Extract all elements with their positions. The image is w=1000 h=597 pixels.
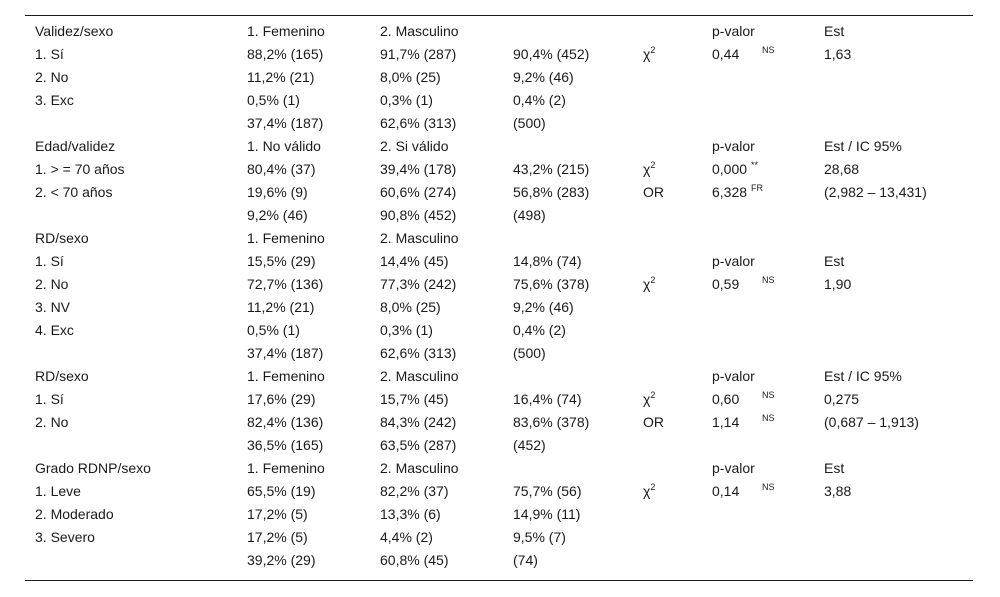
table-row — [0, 344, 1000, 367]
table-row — [0, 436, 1000, 459]
cell-row-label: Edad/validez — [35, 138, 116, 154]
cell-estimate: 0,275 — [824, 391, 860, 407]
p-value-text: p-valor — [712, 23, 755, 39]
cell-col-1: 0,5% (1) — [247, 322, 300, 338]
test-label: χ — [643, 161, 651, 177]
cell-p-value — [712, 114, 762, 132]
superscript: 2 — [650, 160, 656, 170]
cell-p-value — [712, 22, 759, 40]
table-row — [0, 321, 1000, 344]
cell-estimate: Est / IC 95% — [824, 138, 902, 154]
cell-p-value — [712, 91, 762, 109]
cell-estimate: Est / IC 95% — [824, 368, 902, 384]
cell-p-value — [712, 528, 762, 546]
cell-test-name — [643, 160, 655, 178]
cell-col-2: 90,8% (452) — [380, 207, 457, 223]
cell-col-1: 72,7% (136) — [247, 276, 324, 292]
cell-p-value — [712, 68, 762, 86]
cell-row-label: 3. Exc — [35, 92, 74, 108]
cell-col-2: 8,0% (25) — [380, 69, 441, 85]
cell-col-total: (498) — [513, 207, 546, 223]
cell-row-label: Grado RDNP/sexo — [35, 460, 151, 476]
cell-col-2: 84,3% (242) — [380, 414, 457, 430]
cell-estimate: Est — [824, 460, 845, 476]
cell-row-label: 3. Severo — [35, 529, 95, 545]
cell-col-1: 11,2% (21) — [247, 299, 315, 315]
cell-test-name — [643, 183, 664, 201]
cell-row-label: 2. No — [35, 276, 69, 292]
cell-row-label: Validez/sexo — [35, 23, 114, 39]
table-row — [0, 229, 1000, 252]
cell-col-1: 65,5% (19) — [247, 483, 316, 499]
table-row — [0, 22, 1000, 45]
cell-p-value — [712, 45, 775, 63]
cell-col-total: 9,5% (7) — [513, 529, 566, 545]
cell-col-1: 9,2% (46) — [247, 207, 308, 223]
table-top-rule — [25, 15, 973, 16]
p-value-text: 0,44 — [712, 46, 740, 62]
cell-p-value — [712, 344, 762, 362]
cell-col-2: 39,4% (178) — [380, 161, 457, 177]
test-label: χ — [643, 391, 651, 407]
cell-col-total: 0,4% (2) — [513, 92, 566, 108]
cell-col-2: 62,6% (313) — [380, 115, 457, 131]
cell-col-2: 14,4% (45) — [380, 253, 449, 269]
cell-estimate: 1,63 — [824, 46, 852, 62]
table-row — [0, 275, 1000, 298]
cell-p-value — [712, 275, 775, 293]
cell-col-2: 2. Masculino — [380, 230, 459, 246]
cell-row-label: 1. Leve — [35, 483, 81, 499]
cell-p-value — [712, 321, 762, 339]
test-label: OR — [643, 184, 664, 200]
p-value-text: 1,14 — [712, 414, 740, 430]
p-value-text: p-valor — [712, 460, 755, 476]
cell-test-name — [643, 390, 655, 408]
p-value-text: p-valor — [712, 138, 755, 154]
cell-col-1: 80,4% (37) — [247, 161, 316, 177]
cell-p-value — [712, 367, 759, 385]
significance-mark: NS — [762, 45, 775, 55]
test-label: χ — [643, 46, 651, 62]
cell-p-value — [712, 436, 762, 454]
table-row — [0, 206, 1000, 229]
cell-row-label: 4. Exc — [35, 322, 74, 338]
cell-col-1: 36,5% (165) — [247, 437, 324, 453]
cell-p-value — [712, 505, 762, 523]
cell-col-total: 14,9% (11) — [513, 506, 581, 522]
cell-p-value — [712, 551, 762, 569]
cell-col-total: 9,2% (46) — [513, 69, 574, 85]
table-row — [0, 298, 1000, 321]
significance-mark: NS — [762, 482, 775, 492]
cell-row-label: 1. > = 70 años — [35, 161, 125, 177]
cell-estimate: 3,88 — [824, 483, 852, 499]
cell-col-1: 82,4% (136) — [247, 414, 324, 430]
cell-col-total: 43,2% (215) — [513, 161, 590, 177]
test-label: χ — [643, 276, 651, 292]
p-value-text: p-valor — [712, 253, 755, 269]
table-row — [0, 160, 1000, 183]
cell-col-total: 9,2% (46) — [513, 299, 574, 315]
cell-col-1: 37,4% (187) — [247, 345, 324, 361]
cell-col-1: 1. Femenino — [247, 460, 325, 476]
p-value-text: 0,000 — [712, 161, 748, 177]
cell-col-1: 1. Femenino — [247, 368, 325, 384]
p-value-text: 0,60 — [712, 391, 740, 407]
cell-p-value — [712, 459, 759, 477]
table-row — [0, 367, 1000, 390]
cell-col-1: 88,2% (165) — [247, 46, 324, 62]
cell-col-1: 15,5% (29) — [247, 253, 316, 269]
significance-mark: NS — [762, 413, 775, 423]
table-row — [0, 528, 1000, 551]
cell-col-2: 63,5% (287) — [380, 437, 457, 453]
p-value-text: 0,14 — [712, 483, 740, 499]
p-value-text: p-valor — [712, 368, 755, 384]
cell-col-total: (452) — [513, 437, 546, 453]
cell-estimate: 1,90 — [824, 276, 852, 292]
cell-estimate: 28,68 — [824, 161, 860, 177]
cell-p-value — [712, 298, 762, 316]
cell-col-total: 56,8% (283) — [513, 184, 590, 200]
table-row — [0, 390, 1000, 413]
cell-col-total: (500) — [513, 345, 546, 361]
cell-col-2: 0,3% (1) — [380, 322, 433, 338]
cell-col-2: 77,3% (242) — [380, 276, 457, 292]
table-row — [0, 91, 1000, 114]
cell-col-2: 60,6% (274) — [380, 184, 457, 200]
cell-test-name — [643, 45, 655, 63]
cell-p-value — [712, 252, 759, 270]
cell-p-value — [712, 229, 762, 247]
significance-mark: NS — [762, 390, 775, 400]
cell-col-1: 17,2% (5) — [247, 529, 308, 545]
table-row — [0, 482, 1000, 505]
significance-mark: ** — [751, 160, 759, 170]
cell-col-total: (500) — [513, 115, 546, 131]
table-row — [0, 45, 1000, 68]
cell-estimate: Est — [824, 253, 845, 269]
cell-col-total: 90,4% (452) — [513, 46, 590, 62]
table-row — [0, 183, 1000, 206]
cell-test-name — [643, 413, 664, 431]
cell-col-total: 16,4% (74) — [513, 391, 582, 407]
cell-row-label: 2. No — [35, 414, 69, 430]
cell-p-value — [712, 183, 763, 201]
table-row — [0, 459, 1000, 482]
cell-row-label: RD/sexo — [35, 368, 89, 384]
cell-col-total: 75,6% (378) — [513, 276, 590, 292]
cell-test-name — [643, 275, 655, 293]
superscript: 2 — [650, 482, 656, 492]
cell-col-total: (74) — [513, 552, 538, 568]
cell-col-1: 37,4% (187) — [247, 115, 324, 131]
cell-test-name — [643, 482, 655, 500]
cell-col-1: 19,6% (9) — [247, 184, 308, 200]
table-row — [0, 252, 1000, 275]
significance-mark: FR — [751, 183, 764, 193]
cell-p-value — [712, 413, 775, 431]
cell-col-1: 1. Femenino — [247, 230, 325, 246]
cell-estimate: (0,687 – 1,913) — [824, 414, 919, 430]
statistics-table — [0, 22, 1000, 574]
cell-col-2: 15,7% (45) — [380, 391, 449, 407]
test-label: χ — [643, 483, 651, 499]
cell-p-value — [712, 206, 762, 224]
cell-row-label: 3. NV — [35, 299, 71, 315]
cell-col-total: 0,4% (2) — [513, 322, 566, 338]
cell-col-2: 91,7% (287) — [380, 46, 457, 62]
cell-col-2: 60,8% (45) — [380, 552, 449, 568]
cell-col-1: 1. No válido — [247, 138, 321, 154]
cell-p-value — [712, 482, 775, 500]
cell-estimate: Est — [824, 23, 845, 39]
table-row — [0, 137, 1000, 160]
cell-estimate: (2,982 – 13,431) — [824, 184, 927, 200]
p-value-text: 6,328 — [712, 184, 748, 200]
cell-col-2: 2. Masculino — [380, 460, 459, 476]
cell-row-label: 1. Sí — [35, 46, 64, 62]
cell-col-2: 2. Masculino — [380, 368, 459, 384]
superscript: 2 — [650, 275, 656, 285]
cell-col-1: 0,5% (1) — [247, 92, 300, 108]
cell-p-value — [712, 160, 758, 178]
cell-row-label: 1. Sí — [35, 253, 64, 269]
test-label: OR — [643, 414, 664, 430]
cell-col-2: 0,3% (1) — [380, 92, 433, 108]
table-row — [0, 551, 1000, 574]
cell-row-label: 2. < 70 años — [35, 184, 113, 200]
cell-row-label: 1. Sí — [35, 391, 64, 407]
cell-row-label: 2. No — [35, 69, 69, 85]
cell-col-2: 2. Si válido — [380, 138, 449, 154]
significance-mark: NS — [762, 275, 775, 285]
cell-col-1: 1. Femenino — [247, 23, 325, 39]
cell-col-1: 11,2% (21) — [247, 69, 315, 85]
superscript: 2 — [650, 390, 656, 400]
cell-col-1: 17,6% (29) — [247, 391, 316, 407]
table-row — [0, 505, 1000, 528]
table-row — [0, 413, 1000, 436]
cell-col-1: 17,2% (5) — [247, 506, 308, 522]
superscript: 2 — [650, 45, 656, 55]
cell-col-2: 2. Masculino — [380, 23, 459, 39]
table-row — [0, 114, 1000, 137]
table-bottom-rule — [25, 580, 973, 581]
cell-col-2: 8,0% (25) — [380, 299, 441, 315]
cell-row-label: 2. Moderado — [35, 506, 114, 522]
cell-col-2: 62,6% (313) — [380, 345, 457, 361]
cell-col-2: 4,4% (2) — [380, 529, 433, 545]
table-row — [0, 68, 1000, 91]
cell-p-value — [712, 137, 759, 155]
cell-p-value — [712, 390, 775, 408]
cell-col-2: 82,2% (37) — [380, 483, 449, 499]
p-value-text: 0,59 — [712, 276, 740, 292]
cell-row-label: RD/sexo — [35, 230, 89, 246]
cell-col-total: 83,6% (378) — [513, 414, 590, 430]
cell-col-2: 13,3% (6) — [380, 506, 441, 522]
cell-col-total: 14,8% (74) — [513, 253, 582, 269]
cell-col-total: 75,7% (56) — [513, 483, 582, 499]
cell-col-1: 39,2% (29) — [247, 552, 316, 568]
